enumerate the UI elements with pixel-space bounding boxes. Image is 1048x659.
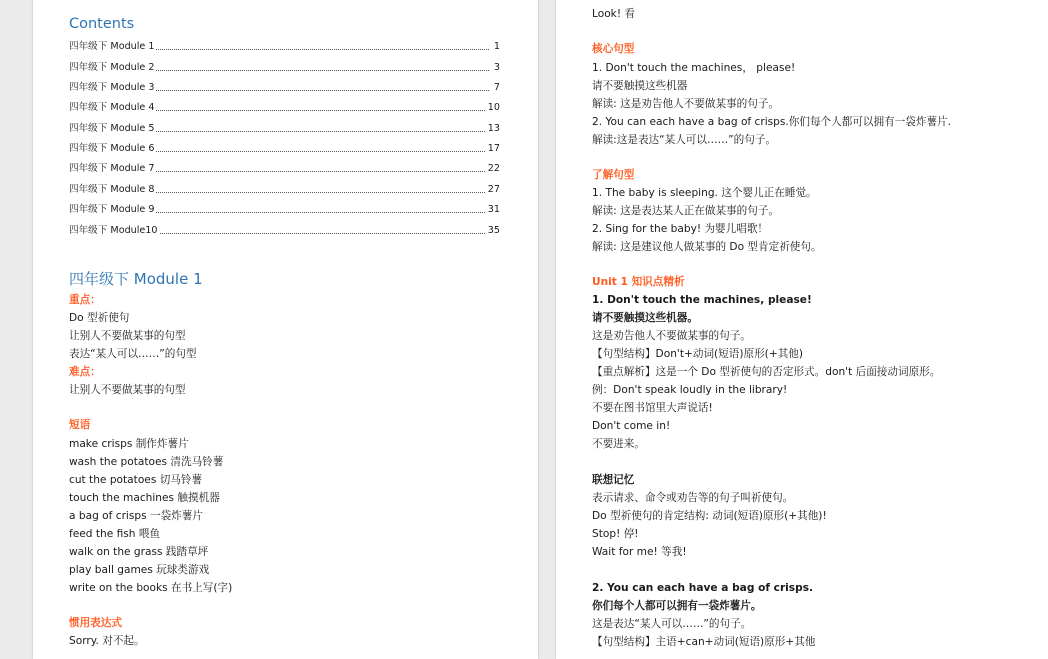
text-line: 2. Sing for the baby! 为婴儿唱歌！ — [592, 223, 769, 235]
text-line: 表达“某人可以……”的句型 — [69, 348, 197, 360]
module-heading: 四年级下 Module 1 — [69, 270, 203, 288]
section-label: 短语 — [69, 419, 91, 431]
phrase-line: walk on the grass 践踏草坪 — [69, 546, 209, 558]
section-label: 惯用表达式 — [69, 617, 122, 629]
phrase-line: touch the machines 触摸机器 — [69, 492, 220, 504]
phrase-line: play ball games 玩球类游戏 — [69, 564, 210, 576]
text-line: 2. You can each have a bag of crisps. — [592, 582, 814, 594]
text-line: 表示请求、命令或劝告等的句子叫祈使句。 — [592, 492, 794, 504]
text-line: Do 型祈使句 — [69, 312, 130, 324]
text-line: 1. The baby is sleeping. 这个婴儿正在睡觉。 — [592, 187, 817, 199]
text-line: Don't come in! — [592, 420, 671, 432]
toc-leader — [156, 90, 489, 91]
toc-page-number: 10 — [487, 102, 500, 113]
text-line: 【重点解析】这是一个 Do 型祈使句的否定形式。don't 后面接动词原形。 — [592, 366, 941, 378]
toc-page-number: 35 — [487, 225, 500, 236]
section-label: 重点： — [69, 294, 101, 306]
toc-leader — [160, 233, 485, 234]
toc-entry[interactable] — [69, 115, 500, 135]
section-label: 了解句型 — [592, 169, 635, 181]
toc-label: 四年级下 Module 1 — [69, 41, 155, 52]
text-line: 这是表达“某人可以……”的句子。 — [592, 618, 752, 630]
section-label: 核心句型 — [592, 43, 635, 55]
text-line: Look! 看 — [592, 8, 636, 20]
text-line: 2. You can each have a bag of crisps.你们每个人都可以拥有一袋炸薯片. — [592, 116, 952, 128]
toc-leader — [156, 171, 484, 172]
text-line: Sorry. 对不起。 — [69, 635, 145, 647]
contents-title: Contents — [69, 16, 135, 32]
text-line: 让别人不要做某事的句型 — [69, 384, 186, 396]
section-label: 联想记忆 — [592, 474, 635, 486]
toc-leader — [156, 131, 484, 132]
text-line: 不要进来。 — [592, 438, 645, 450]
toc-leader — [156, 110, 484, 111]
toc-entry[interactable] — [69, 135, 500, 155]
toc-label: 四年级下 Module 8 — [69, 184, 155, 195]
toc-entry[interactable] — [69, 196, 500, 216]
toc-entry[interactable] — [69, 217, 500, 237]
text-line: 解读: 这是建议他人做某事的 Do 型肯定祈使句。 — [592, 241, 822, 253]
section-label: 难点： — [69, 366, 101, 378]
phrase-line: a bag of crisps 一袋炸薯片 — [69, 510, 203, 522]
toc-page-number: 27 — [487, 184, 500, 195]
text-line: 让别人不要做某事的句型 — [69, 330, 186, 342]
text-line: 你们每个人都可以拥有一袋炸薯片。 — [592, 600, 762, 612]
toc-entry[interactable] — [69, 94, 500, 114]
toc-page-number: 1 — [493, 41, 500, 52]
toc-page-number: 7 — [493, 82, 500, 93]
text-line: 不要在图书馆里大声说话! — [592, 402, 713, 414]
text-line: 【句型结构】主语+can+动词(短语)原形+其他 — [592, 636, 816, 648]
phrase-line: make crisps 制作炸薯片 — [69, 438, 189, 450]
text-line: 解读: 这是表达某人正在做某事的句子。 — [592, 205, 780, 217]
left-page — [33, 0, 538, 659]
toc-page-number: 17 — [487, 143, 500, 154]
toc-entry[interactable] — [69, 74, 500, 94]
text-line: Wait for me! 等我! — [592, 546, 687, 558]
toc-label: 四年级下 Module10 — [69, 225, 158, 236]
toc-label: 四年级下 Module 9 — [69, 204, 155, 215]
toc-label: 四年级下 Module 5 — [69, 123, 155, 134]
section-label: Unit 1 知识点精析 — [592, 276, 685, 288]
toc-label: 四年级下 Module 4 — [69, 102, 155, 113]
toc-entry[interactable] — [69, 33, 500, 53]
toc-label: 四年级下 Module 3 — [69, 82, 155, 93]
text-line: Do 型祈使句的肯定结构: 动词(短语)原形(+其他)! — [592, 510, 827, 522]
toc-page-number: 22 — [487, 163, 500, 174]
phrase-line: wash the potatoes 清洗马铃薯 — [69, 456, 224, 468]
toc-page-number: 13 — [487, 123, 500, 134]
text-line: 【句型结构】Don't+动词(短语)原形(+其他) — [592, 348, 804, 360]
toc-leader — [156, 212, 484, 213]
phrase-line: cut the potatoes 切马铃薯 — [69, 474, 203, 486]
right-page — [556, 0, 1048, 659]
toc-leader — [156, 192, 484, 193]
toc-leader — [156, 151, 484, 152]
phrase-line: feed the fish 喂鱼 — [69, 528, 161, 540]
text-line: Stop! 停! — [592, 528, 639, 540]
toc-entry[interactable] — [69, 155, 500, 175]
toc-page-number: 3 — [493, 62, 500, 73]
toc-label: 四年级下 Module 2 — [69, 62, 155, 73]
phrase-line: write on the books 在书上写(字) — [69, 582, 233, 594]
text-line: 1. Don't touch the machines， please! — [592, 62, 796, 74]
toc-entry[interactable] — [69, 176, 500, 196]
text-line: 请不要触摸这些机器 — [592, 80, 688, 92]
toc-entry[interactable] — [69, 54, 500, 74]
toc-label: 四年级下 Module 7 — [69, 163, 155, 174]
text-line: 这是劝告他人不要做某事的句子。 — [592, 330, 751, 342]
toc-page-number: 31 — [487, 204, 500, 215]
toc-leader — [156, 49, 489, 50]
text-line: 请不要触摸这些机器。 — [592, 312, 698, 324]
text-line: 1. Don't touch the machines, please! — [592, 294, 812, 306]
text-line: 解读:这是表达“某人可以……”的句子。 — [592, 134, 777, 146]
text-line: 例：Don't speak loudly in the library! — [592, 384, 788, 396]
text-line: 解读: 这是劝告他人不要做某事的句子。 — [592, 98, 780, 110]
toc-leader — [156, 70, 489, 71]
toc-label: 四年级下 Module 6 — [69, 143, 155, 154]
